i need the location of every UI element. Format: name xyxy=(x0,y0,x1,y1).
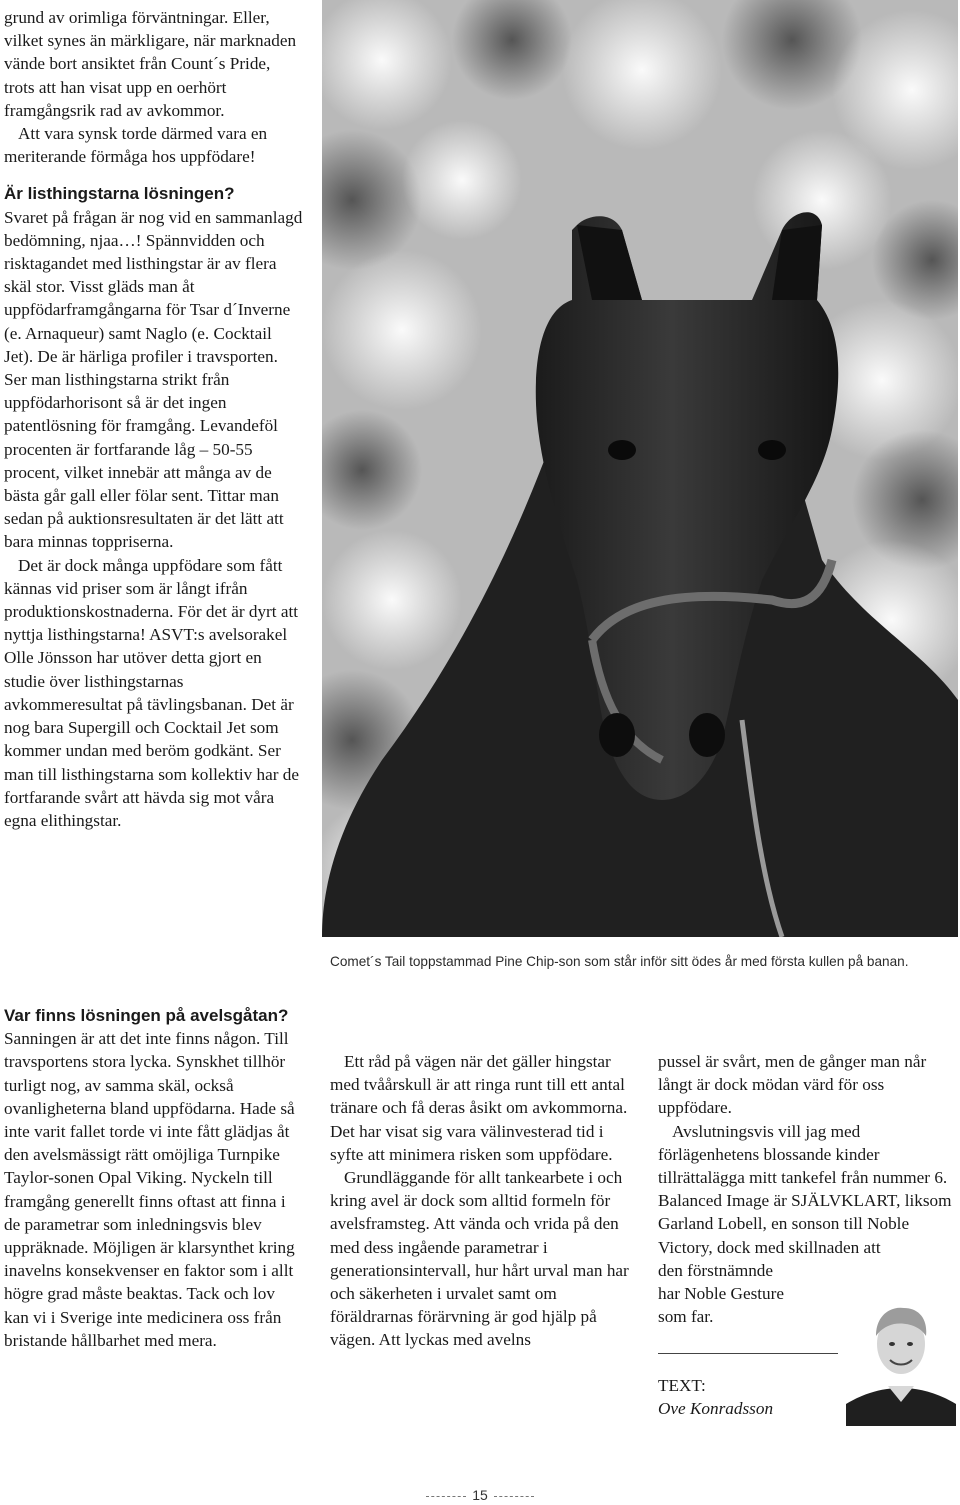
article-column-2 xyxy=(330,1050,630,1352)
author-byline xyxy=(658,1353,838,1420)
paragraph: Att vara synsk torde därmed vara en meriterande förmåga hos uppfödare! xyxy=(4,124,268,167)
paragraph: grund av orimliga förväntningar. Eller, vilket synes än märkligare, när marknaden vände bort ansiktet från Count´s Pride, trots att han visat upp en oerhört framgångsrik rad av avkommor. xyxy=(4,8,297,120)
byline-name: Ove Konradsson xyxy=(658,1399,774,1418)
folio-rule-left xyxy=(426,1496,466,1497)
paragraph: Grundläggande för allt tankearbete i och kring avel är dock som alltid formeln för avelsframsteg. Att vända och vrida på den med dess ingående parametrar i generationsintervall, hur hårt urval man har och säkerheten i urvalet samt om föräldrarnas förärvning är god hjälp på vägen. Att lyckas med avelns xyxy=(330,1168,629,1350)
paragraph: Det är dock många uppfödare som fått kännas vid priser som är långt ifrån produktionskostnaderna. För det är dyrt att nyttja listhingstarna! ASVT:s avelsorakel Olle Jönsson har utöver detta gjort en studie över listhingstarnas avkommeresultat på tävlingsbanan. Det är nog bara Supergill och Cocktail Jet som kommer undan med beröm godkänt. Ser man till listhingstarna som kollektiv har de fortfarande svårt att hävda sig mot våra egna elithingstar. xyxy=(4,555,300,830)
author-portrait xyxy=(846,1286,956,1426)
section-heading: Är listhingstarna lösningen? xyxy=(4,184,235,204)
paragraph-line: som far. xyxy=(658,1307,714,1327)
paragraph-line: har Noble Gesture xyxy=(658,1284,784,1304)
page-footer xyxy=(0,1487,960,1503)
paragraph-line: den förstnämnde xyxy=(658,1260,774,1280)
byline-label: TEXT: xyxy=(658,1376,706,1395)
horse-photo xyxy=(322,0,958,937)
section-heading: Var finns lösningen på avelsgåtan? xyxy=(4,1006,289,1025)
paragraph: pussel är svårt, men de gånger man når långt är dock mödan värd för oss uppfödare. xyxy=(658,1052,927,1118)
paragraph: Svaret på frågan är nog vid en sammanlagd bedömning, njaa…! Spännvidden och risktagandet med listhingstar är av flera skäl stor. Visst gläds man åt uppfödarframgångarna för Tsar d´Inverne (e. Arnaqueur) samt Naglo (e. Cocktail Jet). De är härliga profiler i travsporten. Ser man listhingstarna strikt från uppfödarhorisont så är det ingen patentlösning för framgång. Levandeföl procenten är fortfarande låg – 50-55 procent, vilket innebär att många av de bästa går gall eller fölar sent. Tittar man sedan på auktionsresultaten är det lätt att bara minnas toppriserna. xyxy=(4,207,303,552)
article-column-1-lower xyxy=(4,1004,304,1352)
photo-caption: Comet´s Tail toppstammad Pine Chip-son som står inför sitt ödes år med första kullen på banan. xyxy=(330,954,909,969)
paragraph: Ett råd på vägen när det gäller hingstar med tvåårskull är att ringa runt till ett antal tränare och få deras åsikt om avkommorna. Det har visat sig vara välinvesterad tid i syfte att minimera risken som uppfödare. xyxy=(330,1052,628,1164)
page-number: 15 xyxy=(472,1487,488,1503)
paragraph: Sanningen är att det inte finns någon. Till travsportens stora lycka. Synskhet tillhör turligt nog, av samma skäl, också ovanligheterna bland uppfödarna. Hade så inte varit fallet torde vi inte fått glädjas åt den avelsmässigt rätt omöjliga Turnpike Taylor-sonen Opal Viking. Nyckeln till framgång generellt finns oftast att finna i de parametrar som inledningsvis blev uppräknade. Möjligen är klarsynthet kring inavelns konsekvenser en faktor som i allt högre grad måste beaktas. Tack och lov kan vi i Sverige inte medicinera oss från bristande hållbarhet med mera. xyxy=(4,1029,295,1350)
folio-rule-right xyxy=(494,1496,534,1497)
article-column-1-upper xyxy=(4,6,304,832)
paragraph: Avslutningsvis vill jag med förlägenhetens blossande kinder tillrättalägga mitt tankefel från nummer 6. Balanced Image är SJÄLVKLART, liksom Garland Lobell, en sonson till Noble Victory, dock med skillnaden att xyxy=(658,1121,952,1257)
